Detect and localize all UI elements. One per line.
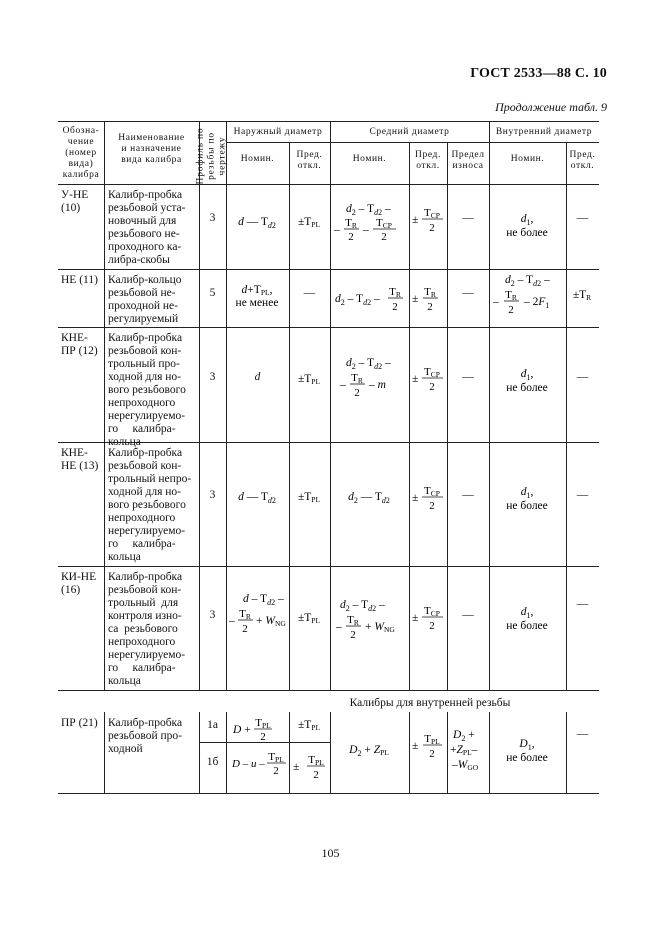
row-middle-nom — [330, 487, 409, 513]
row-name: Калибр-пробка резьбовой кон- трольный непро- ходной для но- вого резьбового непроходного нерегулируемо- го калибра- кольца — [108, 447, 192, 563]
svg-text:D +: D + — [233, 724, 251, 736]
svg-text:D2 + ZPL: $D_2$ + ZPL — [349, 744, 389, 758]
svg-text:TR: TR — [424, 286, 436, 299]
row-middle-wear: — — [462, 489, 474, 501]
row-inner-tol: — — [576, 489, 589, 501]
col-middle-wear-header: Предел износа — [451, 150, 485, 171]
svg-text:d — Td2: d — $T_{d2}$ — [238, 216, 276, 230]
col-inner-nom-header: Номин. — [510, 154, 545, 164]
svg-text:±TPL: ±TPL — [297, 719, 321, 732]
row-name: Калибр-кольцо резьбовой не- проходной не- регулируемый — [108, 274, 182, 325]
row-name: Калибр-пробка резьбовой уста- новочный для резьбового не- проходного ка- либра-скобы — [108, 189, 186, 266]
row-middle-nom — [332, 596, 408, 646]
svg-text:2: 2 — [273, 765, 279, 777]
row-profile: 3 — [209, 489, 216, 501]
formula — [226, 212, 289, 234]
row-profile: 3 — [209, 212, 216, 224]
row-designation: У-НЕ (10) — [61, 189, 89, 214]
row-middle-nom — [332, 200, 408, 248]
svg-text:2: 2 — [242, 623, 248, 635]
svg-text:d1,: $d_1$, — [520, 213, 534, 227]
svg-text:±: ± — [412, 373, 419, 385]
row-designation: НЕ (11) — [61, 274, 98, 286]
svg-text:d2 — Td2: $d_2$ — $T_{d2}$ — [348, 491, 390, 505]
row-middle-tol — [410, 204, 447, 238]
svg-text:±: ± — [412, 612, 419, 624]
svg-text:–: – — [229, 615, 235, 627]
svg-text:TR: TR — [505, 289, 517, 302]
svg-text:TR: TR — [351, 372, 363, 385]
col-outer-tol-header: Пред. откл. — [296, 150, 323, 171]
svg-text:2: 2 — [429, 381, 435, 393]
row-middle-tol — [410, 730, 447, 764]
svg-text:2: 2 — [508, 304, 514, 316]
svg-text:не более: не более — [506, 752, 548, 764]
svg-text:2: 2 — [392, 301, 398, 313]
row-outer-tol — [289, 488, 330, 512]
svg-text:– 2F1: – $2F_1$ — [524, 296, 550, 310]
col-outer-header: Наружный диаметр — [233, 127, 323, 137]
svg-text:– m: – m — [369, 379, 386, 391]
row-outer-tol — [289, 370, 330, 394]
row-middle-wear — [449, 726, 489, 778]
svg-text:2: 2 — [350, 629, 356, 641]
svg-text:+ WNG: + WNG — [256, 615, 286, 628]
svg-text:d1,: $d_1$, — [520, 606, 534, 620]
svg-text:TCP: TCP — [424, 366, 440, 379]
svg-text:не более: не более — [506, 382, 548, 394]
svg-text:+ZPL–: +ZPL– — [450, 744, 478, 757]
row-outer-nom — [226, 281, 289, 315]
row-middle-nom — [332, 283, 408, 317]
row-outer-tol: — — [303, 287, 316, 299]
svg-text:2: 2 — [429, 500, 435, 512]
row-inner-nom — [491, 271, 565, 321]
svg-text:+ WNG: + WNG — [365, 621, 395, 634]
col-middle-header: Средний диаметр — [369, 127, 450, 137]
svg-text:±: ± — [293, 761, 300, 773]
svg-text:TPL: TPL — [255, 717, 271, 730]
row-designation: ПР (21) — [61, 717, 98, 729]
svg-text:2: 2 — [348, 231, 354, 243]
row-inner-nom — [489, 737, 566, 769]
row-inner-nom — [489, 485, 566, 517]
col-inner-tol-header: Пред. откл. — [569, 150, 596, 171]
svg-text:TR: TR — [345, 217, 357, 230]
row-middle-tol — [410, 283, 447, 317]
col-middle-nom-header: Номин. — [352, 154, 387, 164]
svg-text:±TPL: ±TPL — [297, 373, 321, 386]
svg-text:d2 – Td2 –: $d_2 - T_{d2}$ – — [505, 274, 550, 288]
svg-text:TR: TR — [389, 286, 401, 299]
svg-text:не более: не более — [506, 620, 548, 632]
row-profile-b: 1б — [206, 756, 219, 768]
svg-text:D2 +: $D_2$ + — [453, 729, 475, 743]
section-title: Калибры для внутренней резьбы — [349, 697, 511, 709]
document-header: ГОСТ 2533—88 С. 10 — [470, 66, 607, 81]
svg-text:±: ± — [412, 492, 419, 504]
svg-text:2: 2 — [429, 748, 435, 760]
row-inner-nom — [489, 367, 566, 399]
svg-text:TPL: TPL — [268, 751, 284, 764]
row-outer-tol-b — [291, 751, 329, 785]
row-name: Калибр-пробка резьбовой кон- трольный про- ходной для но- вого резьбового непроходного нерегулируемо- го калибра- кольца — [108, 332, 186, 448]
svg-text:TPL: TPL — [308, 754, 324, 767]
row-inner-tol: — — [576, 371, 589, 383]
row-middle-wear: — — [462, 212, 474, 224]
svg-text:2: 2 — [429, 222, 435, 234]
svg-text:±TR: ±TR — [572, 289, 592, 302]
row-inner-tol: — — [576, 728, 589, 740]
svg-text:d+TPL,: d+TPL, — [241, 284, 273, 297]
row-outer-nom-a — [229, 715, 289, 747]
svg-text:±: ± — [412, 740, 419, 752]
row-outer-tol — [289, 213, 330, 237]
row-profile-a: 1а — [207, 719, 218, 731]
svg-text:2: 2 — [429, 620, 435, 632]
svg-text:TR: TR — [239, 608, 251, 621]
row-outer-nom — [226, 487, 289, 513]
col-profile-header: Профиль по резьбы по чертежу — [195, 127, 228, 185]
row-inner-tol: — — [576, 598, 589, 610]
svg-text:2: 2 — [354, 387, 360, 399]
row-inner-tol: — — [576, 212, 589, 224]
svg-text:–: – — [336, 621, 342, 633]
svg-text:d1,: $d_1$, — [520, 486, 534, 500]
svg-text:d — Td2: d — $T_{d2}$ — [238, 491, 276, 505]
svg-text:–WGO: –WGO — [452, 759, 479, 772]
col-outer-nom-header: Номин. — [240, 154, 275, 164]
svg-text:TCP: TCP — [424, 207, 440, 220]
svg-text:TCP: TCP — [424, 485, 440, 498]
row-profile: 5 — [209, 287, 216, 299]
col-inner-header: Внутренний диаметр — [495, 127, 593, 137]
row-name: Калибр-пробка резьбовой кон- трольный для контроля изно- са резьбового непроходного нерегулируемо- го калибра- кольца — [108, 571, 186, 687]
row-outer-nom — [227, 590, 289, 640]
svg-text:d – Td2 –: d – $T_{d2}$ – — [243, 593, 284, 607]
svg-text:±TPL: ±TPL — [297, 612, 321, 625]
row-middle-tol — [410, 482, 447, 516]
svg-text:TR: TR — [347, 614, 359, 627]
svg-text:d2 – Td2 –: $d_2 - T_{d2}$ – — [335, 293, 380, 307]
row-designation: КИ-НЕ (16) — [61, 571, 97, 596]
svg-text:не более: не более — [506, 500, 548, 512]
svg-text:±: ± — [412, 293, 419, 305]
row-middle-wear: — — [462, 287, 474, 299]
svg-text:D – u –: D – u – — [232, 758, 265, 770]
svg-text:2: 2 — [381, 231, 387, 243]
svg-text:не более: не более — [506, 227, 548, 239]
svg-text:2: 2 — [313, 769, 319, 781]
row-middle-wear: — — [462, 609, 474, 621]
svg-text:d1,: $d_1$, — [520, 368, 534, 382]
svg-text:d2 – Td2 –: $d_2 - T_{d2}$ – — [346, 357, 391, 371]
svg-text:TCP: TCP — [424, 605, 440, 618]
row-designation: КНЕ- ПР (12) — [61, 332, 98, 357]
row-outer-nom-b — [229, 750, 289, 782]
svg-text:–: – — [340, 379, 346, 391]
col-designation-header: Обозна- чение (номер вида) калибра — [62, 126, 100, 180]
row-outer-nom — [226, 212, 289, 238]
svg-text:2: 2 — [427, 301, 433, 313]
svg-text:d2 – Td2 –: $d_2 - T_{d2}$ – — [346, 203, 391, 217]
row-outer-tol-a — [289, 716, 330, 740]
row-outer-tol — [289, 609, 330, 633]
svg-text:±TPL: ±TPL — [297, 216, 321, 229]
col-middle-tol-header: Пред. откл. — [415, 150, 441, 171]
svg-text:2: 2 — [260, 731, 266, 743]
svg-text:±: ± — [412, 214, 419, 226]
table-continuation: Продолжение табл. 9 — [495, 100, 607, 114]
row-middle-wear: — — [462, 371, 474, 383]
svg-text:–: – — [363, 224, 369, 236]
svg-text:TPL: TPL — [424, 733, 440, 746]
col-name-header: Наименование и назначение вида калибра — [118, 133, 185, 165]
svg-text:TCP: TCP — [376, 217, 392, 230]
row-inner-nom — [489, 212, 566, 244]
row-middle-nom — [330, 740, 409, 766]
row-profile: 3 — [209, 371, 216, 383]
row-outer-nom: d — [254, 371, 261, 383]
row-middle-tol — [410, 363, 447, 397]
svg-text:не менее: не менее — [235, 297, 279, 309]
row-profile: 3 — [209, 609, 216, 621]
svg-text:–: – — [334, 224, 340, 236]
row-middle-nom — [332, 354, 408, 404]
row-inner-nom — [489, 605, 566, 637]
row-name: Калибр-пробка резьбовой про- ходной — [108, 717, 183, 755]
svg-text:D1,: $D_1$, — [519, 738, 535, 752]
row-middle-tol — [410, 602, 447, 636]
svg-text:±TPL: ±TPL — [297, 491, 321, 504]
row-inner-tol — [566, 285, 599, 309]
svg-text:–: – — [493, 296, 499, 308]
page-number: 105 — [321, 846, 340, 860]
svg-text:d2 – Td2 –: $d_2 - T_{d2}$ – — [340, 599, 385, 613]
row-designation: КНЕ- НЕ (13) — [61, 447, 99, 472]
